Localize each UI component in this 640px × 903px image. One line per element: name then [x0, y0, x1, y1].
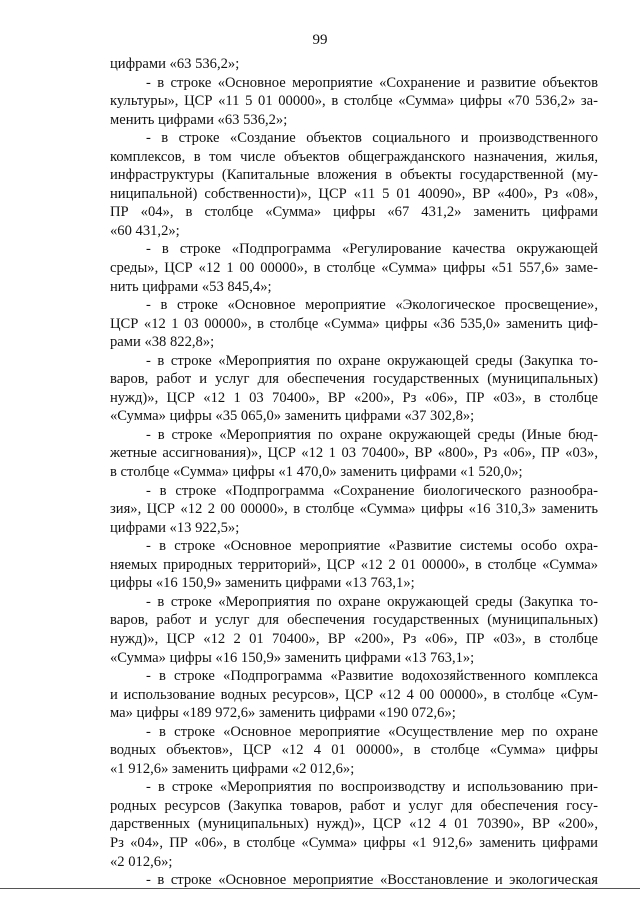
text-line: - в строке «Основное мероприятие «Осуществление мер по охране	[146, 723, 598, 740]
text-line: няемых природных территорий», ЦСР «12 2 01 00000», в столбце «Сумма»	[110, 556, 598, 573]
text-line: варов, работ и услуг для обеспечения государственных (муниципальных)	[110, 371, 598, 388]
text-line: - в строке «Основное мероприятие «Сохранение и развитие объектов	[146, 74, 598, 91]
text-line: - в строке «Основное мероприятие «Развитие системы особо охра-	[146, 538, 598, 555]
text-line: - в строке «Мероприятия по воспроизводству и использованию при-	[146, 779, 598, 796]
text-line: - в строке «Мероприятия по охране окружающей среды (Закупка то-	[146, 593, 598, 610]
text-line: варов, работ и услуг для обеспечения государственных (муниципальных)	[110, 612, 598, 629]
text-line: инфраструктуры (Капитальные вложения в объекты государственной (му-	[110, 167, 598, 184]
document-body	[110, 55, 598, 890]
text-line: нужд)», ЦСР «12 1 03 70400», ВР «200», Рз «06», ПР «03», в столбце	[110, 389, 598, 406]
text-line: ЦСР «12 1 03 00000», в столбце «Сумма» цифры «36 535,0» заменить циф-	[110, 315, 598, 332]
text-line: «1 912,6» заменить цифрами «2 012,6»;	[110, 760, 355, 777]
text-line: водных объектов», ЦСР «12 4 01 00000», в столбце «Сумма» цифры	[110, 742, 598, 759]
text-line: ниципальной) собственности)», ЦСР «11 5 01 40090», ВР «400», Рз «08»,	[110, 185, 598, 202]
text-line: комплексов, в том числе объектов общегражданского назначения, жилья,	[110, 148, 598, 165]
text-line: культуры», ЦСР «11 5 01 00000», в столбце «Сумма» цифры «70 536,2» за-	[110, 93, 598, 110]
text-line: менить цифрами «63 536,2»;	[110, 111, 288, 128]
text-line: «2 012,6»;	[110, 853, 173, 870]
text-line: жетные ассигнования)», ЦСР «12 1 03 70400», ВР «800», Рз «06», ПР «03»,	[110, 445, 598, 462]
text-line: - в строке «Создание объектов социального и производственного	[146, 130, 598, 147]
text-line: зия», ЦСР «12 2 00 00000», в столбце «Сумма» цифры «16 310,3» заменить	[110, 501, 598, 518]
text-line: в столбце «Сумма» цифры «1 470,0» заменить цифрами «1 520,0»;	[110, 464, 523, 481]
text-line: родных ресурсов (Закупка товаров, работ и услуг для обеспечения госу-	[110, 797, 598, 814]
text-line: среды», ЦСР «12 1 00 00000», в столбце «Сумма» цифры «51 557,6» заме-	[110, 260, 598, 277]
text-line: «Сумма» цифры «35 065,0» заменить цифрами «37 302,8»;	[110, 408, 475, 425]
text-line: цифрами «63 536,2»;	[110, 56, 240, 72]
text-line: - в строке «Мероприятия по охране окружающей среды (Иные бюд-	[146, 426, 598, 443]
text-line: цифрами «13 922,5»;	[110, 519, 240, 536]
text-line: и использование водных ресурсов», ЦСР «12 4 00 00000», в столбце «Сум-	[110, 686, 598, 703]
text-line: «Сумма» цифры «16 150,9» заменить цифрами «13 763,1»;	[110, 649, 475, 666]
text-line: нужд)», ЦСР «12 2 01 70400», ВР «200», Рз «06», ПР «03», в столбце	[110, 630, 598, 647]
text-line: нить цифрами «53 845,4»;	[110, 278, 272, 295]
text-line: - в строке «Мероприятия по охране окружающей среды (Закупка то-	[146, 352, 598, 369]
text-line: ма» цифры «189 972,6» заменить цифрами «190 072,6»;	[110, 705, 456, 722]
text-line: - в строке «Подпрограмма «Регулирование качества окружающей	[146, 241, 598, 258]
text-line: - в строке «Подпрограмма «Сохранение биологического разнообра-	[146, 482, 598, 499]
text-line: - в строке «Основное мероприятие «Восстановление и экологическая	[146, 872, 598, 889]
text-line: - в строке «Подпрограмма «Развитие водохозяйственного комплекса	[146, 668, 598, 685]
page-bottom-divider	[0, 888, 640, 889]
text-line: - в строке «Основное мероприятие «Экологическое просвещение»,	[146, 297, 598, 314]
text-line: дарственных (муниципальных) нужд)», ЦСР «12 4 01 70390», ВР «200»,	[110, 816, 598, 833]
text-line: цифры «16 150,9» заменить цифрами «13 763,1»;	[110, 575, 415, 592]
text-line: рами «38 822,8»;	[110, 334, 215, 351]
page-number: 99	[312, 32, 328, 48]
text-line: Рз «04», ПР «06», в столбце «Сумма» цифры «1 912,6» заменить цифрами	[110, 834, 598, 851]
text-line: «60 431,2»;	[110, 222, 180, 239]
text-line: ПР «04», в столбце «Сумма» цифры «67 431,2» заменить цифрами	[110, 204, 598, 221]
